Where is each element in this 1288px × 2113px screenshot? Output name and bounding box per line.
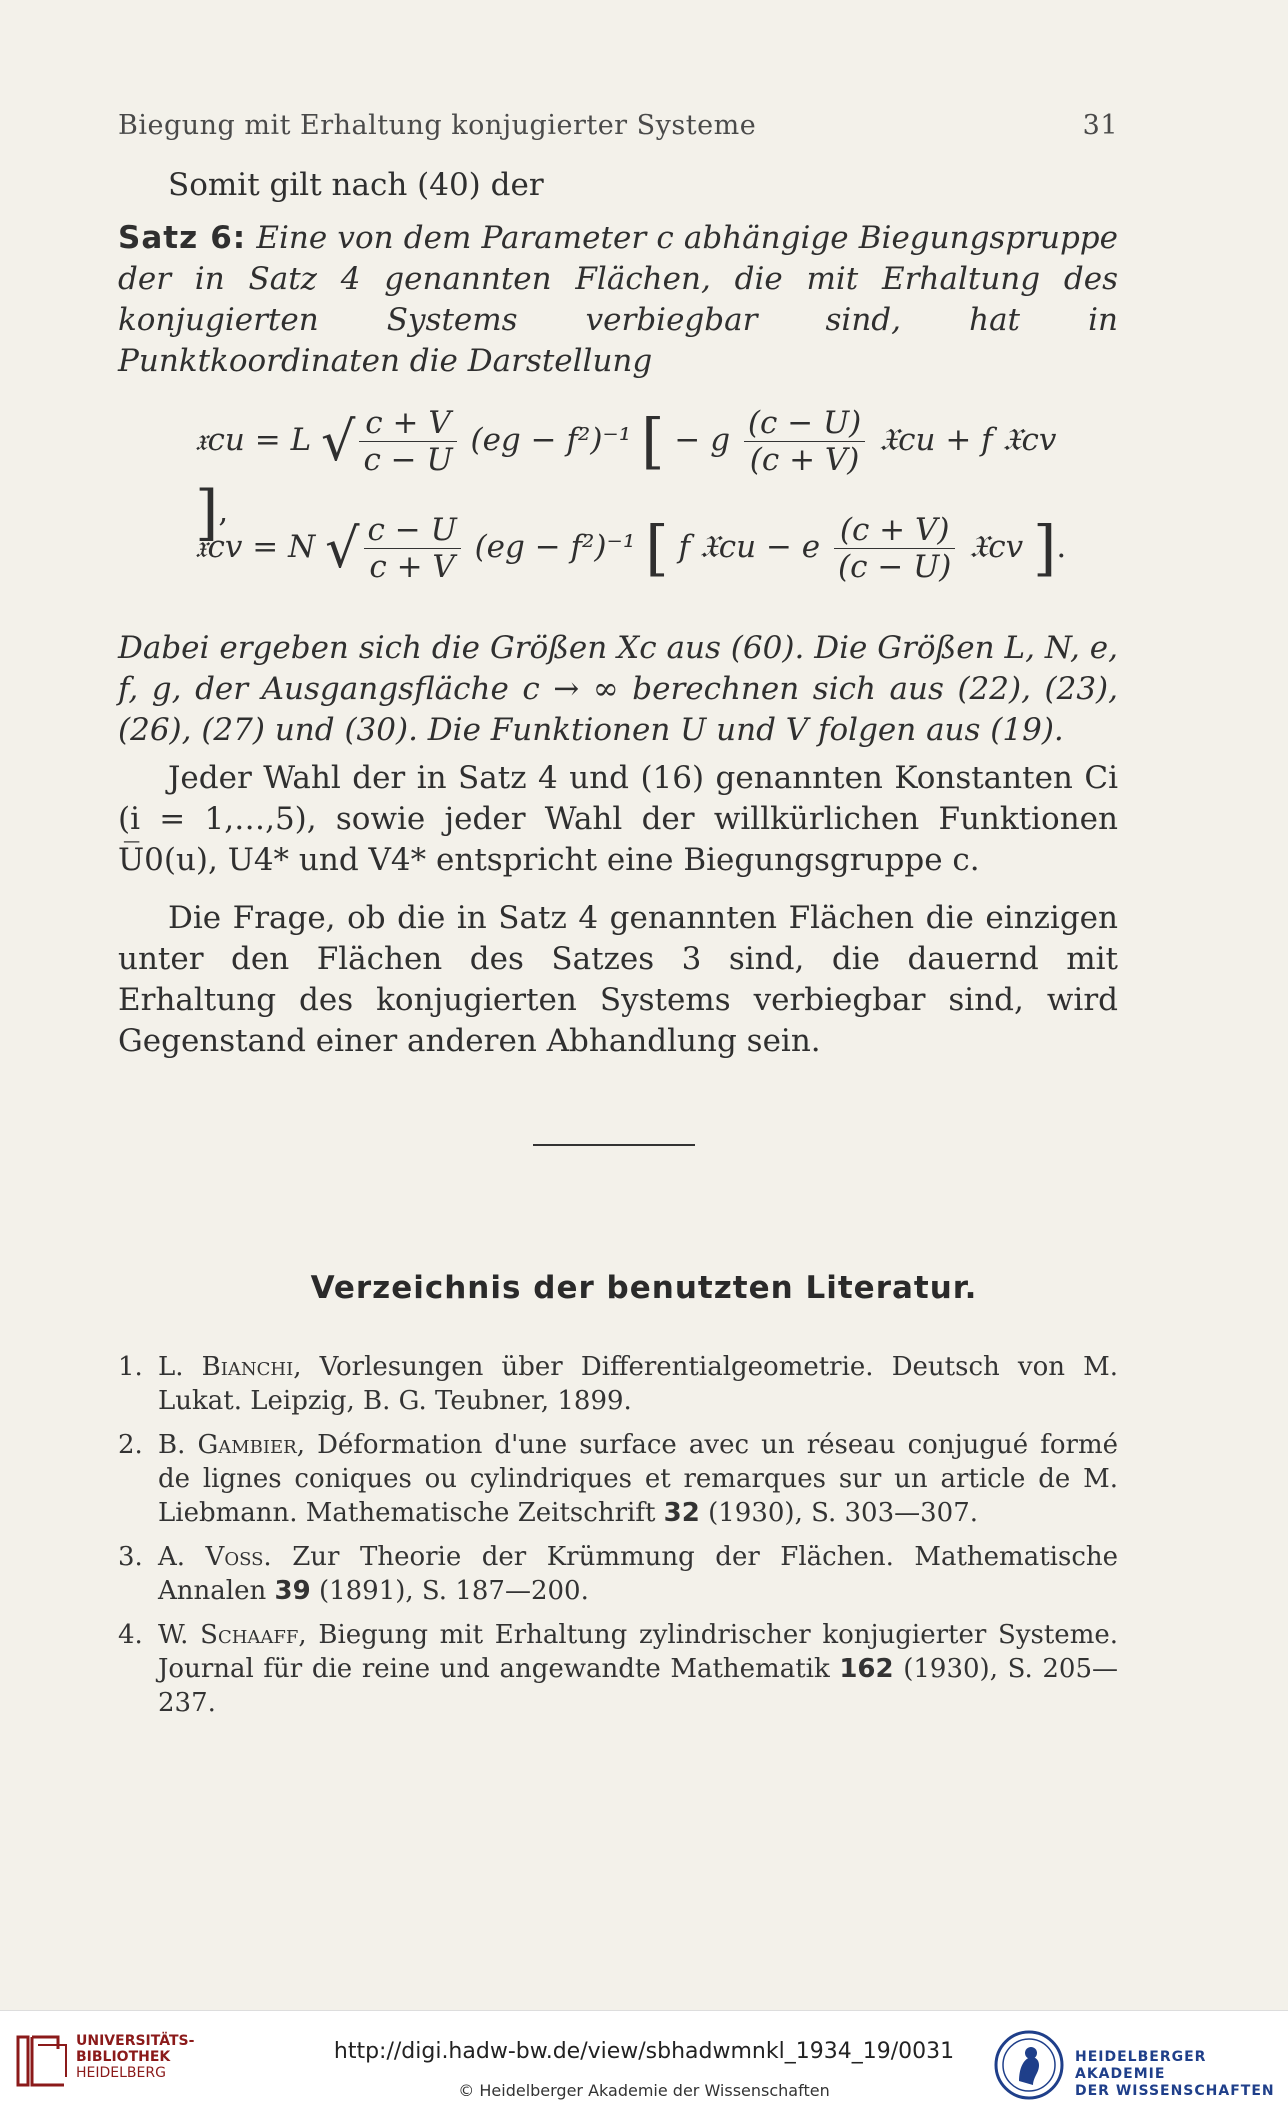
formula-2-sqrt-den: c + V <box>369 549 455 585</box>
sqrt-symbol: √ <box>325 517 360 580</box>
reference-volume: 32 <box>663 1498 700 1528</box>
satz-label: Satz 6: <box>118 220 247 256</box>
formula-2-lhs: 𝔵cv = N <box>195 529 316 565</box>
left-bracket: [ <box>645 513 669 584</box>
formula-2-frac-num: (c + V) <box>834 512 955 549</box>
formula-1-end: , <box>218 493 229 530</box>
formula-2-pre: f 𝔛cu − e <box>678 529 821 565</box>
academy-line-1: HEIDELBERGER AKADEMIE <box>1075 2049 1207 2082</box>
reference-number: 1. <box>118 1352 143 1382</box>
copyright-notice: © Heidelberger Akademie der Wissenschaften <box>458 2081 830 2100</box>
footer-bar <box>0 2010 1288 2113</box>
academy-name <box>1075 2049 1288 2100</box>
sqrt-symbol: √ <box>321 410 356 473</box>
formula-2-sqrt-fraction <box>364 512 461 585</box>
left-bracket: [ <box>641 406 665 477</box>
reference-list <box>118 1350 1118 1730</box>
reference-volume: 162 <box>839 1654 894 1684</box>
reference-text: Vorlesungen über Differentialgeometrie. Deutsch von M. Lukat. Leipzig, B. G. Teubner, 1899. <box>158 1352 1119 1416</box>
reference-tail: (1930), S. 205—237. <box>158 1654 1118 1718</box>
reference-author: B. Gambier, <box>158 1430 305 1460</box>
page-number: 31 <box>1082 110 1118 141</box>
reference-item <box>118 1618 1118 1720</box>
reference-body <box>158 1350 1118 1418</box>
satz-6 <box>118 218 1118 382</box>
ub-line-3: HEIDELBERG <box>76 2065 166 2081</box>
reference-item <box>118 1540 1118 1608</box>
formula-1-lhs: 𝔵cu = L <box>195 422 312 458</box>
formula-1-sqrt-fraction <box>359 405 456 478</box>
paragraph-2: Jeder Wahl der in Satz 4 und (16) genannten Konstanten Ci (i = 1,…,5), sowie jeder Wahl der willkürlichen Funktionen U̅0(u), U4* und V4* entspricht eine Biegungsgruppe c. <box>118 760 1118 878</box>
formula-1-pre: − g <box>674 422 731 458</box>
formula-2-post: 𝔛cv <box>969 529 1024 565</box>
reference-volume: 39 <box>274 1576 311 1606</box>
formula-1-frac-num: (c − U) <box>744 405 865 442</box>
formula-2-end: . <box>1056 529 1067 565</box>
academy-line-2: DER WISSENSCHAFTEN <box>1075 2083 1275 2099</box>
reference-number: 3. <box>118 1542 143 1572</box>
reference-body <box>158 1428 1118 1530</box>
formula-2-frac-den: (c − U) <box>838 549 952 585</box>
formula-1-sqrt-den: c − U <box>363 442 453 478</box>
reference-item <box>118 1350 1118 1418</box>
paragraph-3: Die Frage, ob die in Satz 4 genannten Flächen die einzigen unter den Flächen des Satzes 3 sind, die dauernd mit Erhaltung des konjugierten Systems verbiegbar sind, wird Gegenstand einer anderen Abhandlung sein. <box>118 900 1118 1059</box>
formula-2-sqrt-num: c − U <box>364 512 461 549</box>
reference-number: 2. <box>118 1430 143 1460</box>
ub-line-2: BIBLIOTHEK <box>76 2049 171 2065</box>
reference-author: W. Schaaff, <box>158 1620 307 1650</box>
satz-text: Eine von dem Parameter c abhängige Biegungspruppe der in Satz 4 genannten Flächen, die mit Erhaltung des konjugierten Systems verbiegbar sind, hat in Punktkoordinaten die Darstellung <box>118 220 1118 379</box>
reference-author: L. Bianchi, <box>158 1352 302 1382</box>
right-bracket: ] <box>1032 513 1057 584</box>
paragraph-1: Dabei ergeben sich die Größen Xc aus (60). Die Größen L, N, e, f, g, der Ausgangsfläche c → ∞ berechnen sich aus (22), (23), (26), (27) und (30). Die Funktionen U und V folgen aus (19). <box>118 630 1118 748</box>
right-bracket: ] <box>195 478 219 548</box>
reference-body <box>158 1618 1118 1720</box>
reference-number: 4. <box>118 1620 143 1650</box>
academy-seal-icon[interactable] <box>993 2029 1065 2101</box>
literature-title: Verzeichnis der benutzten Literatur. <box>310 1270 978 1306</box>
intro-line: Somit gilt nach (40) der <box>168 167 544 203</box>
permalink-url[interactable]: http://digi.hadw-bw.de/view/sbhadwmnkl_1934_19/0031 <box>333 2039 955 2064</box>
reference-tail: (1930), S. 303—307. <box>708 1498 979 1528</box>
section-divider <box>533 1144 695 1146</box>
formula-2 <box>195 512 1095 585</box>
reference-author: A. Voss. <box>158 1542 272 1572</box>
reference-text: Zur Theorie der Krümmung der Flächen. Mathematische Annalen <box>158 1542 1119 1606</box>
running-header <box>118 110 1118 141</box>
reference-text: Déformation d'une surface avec un réseau conjugué formé de lignes coniques ou cylindriques et remarques sur un article de M. Liebmann. Mathematische Zeitschrift <box>158 1430 1118 1528</box>
formula-2-fraction <box>834 512 955 585</box>
formula-1-mid: (eg − f²)⁻¹ <box>470 422 632 458</box>
formula-1-post: 𝔛cu + f 𝔛cv <box>879 422 1057 458</box>
formula-1-fraction <box>744 405 865 478</box>
reference-item <box>118 1428 1118 1530</box>
ub-line-1: UNIVERSITÄTS- <box>76 2033 195 2049</box>
reference-text: Biegung mit Erhaltung zylindrischer konjugierter Systeme. Journal für die reine und angewandte Mathematik <box>158 1620 1119 1684</box>
reference-body <box>158 1540 1118 1608</box>
formula-1-frac-den: (c + V) <box>749 442 860 478</box>
reference-tail: (1891), S. 187—200. <box>318 1576 589 1606</box>
running-title: Biegung mit Erhaltung konjugierter Systeme <box>118 110 757 141</box>
formula-2-mid: (eg − f²)⁻¹ <box>474 529 636 565</box>
formula-1-sqrt-num: c + V <box>359 405 456 442</box>
